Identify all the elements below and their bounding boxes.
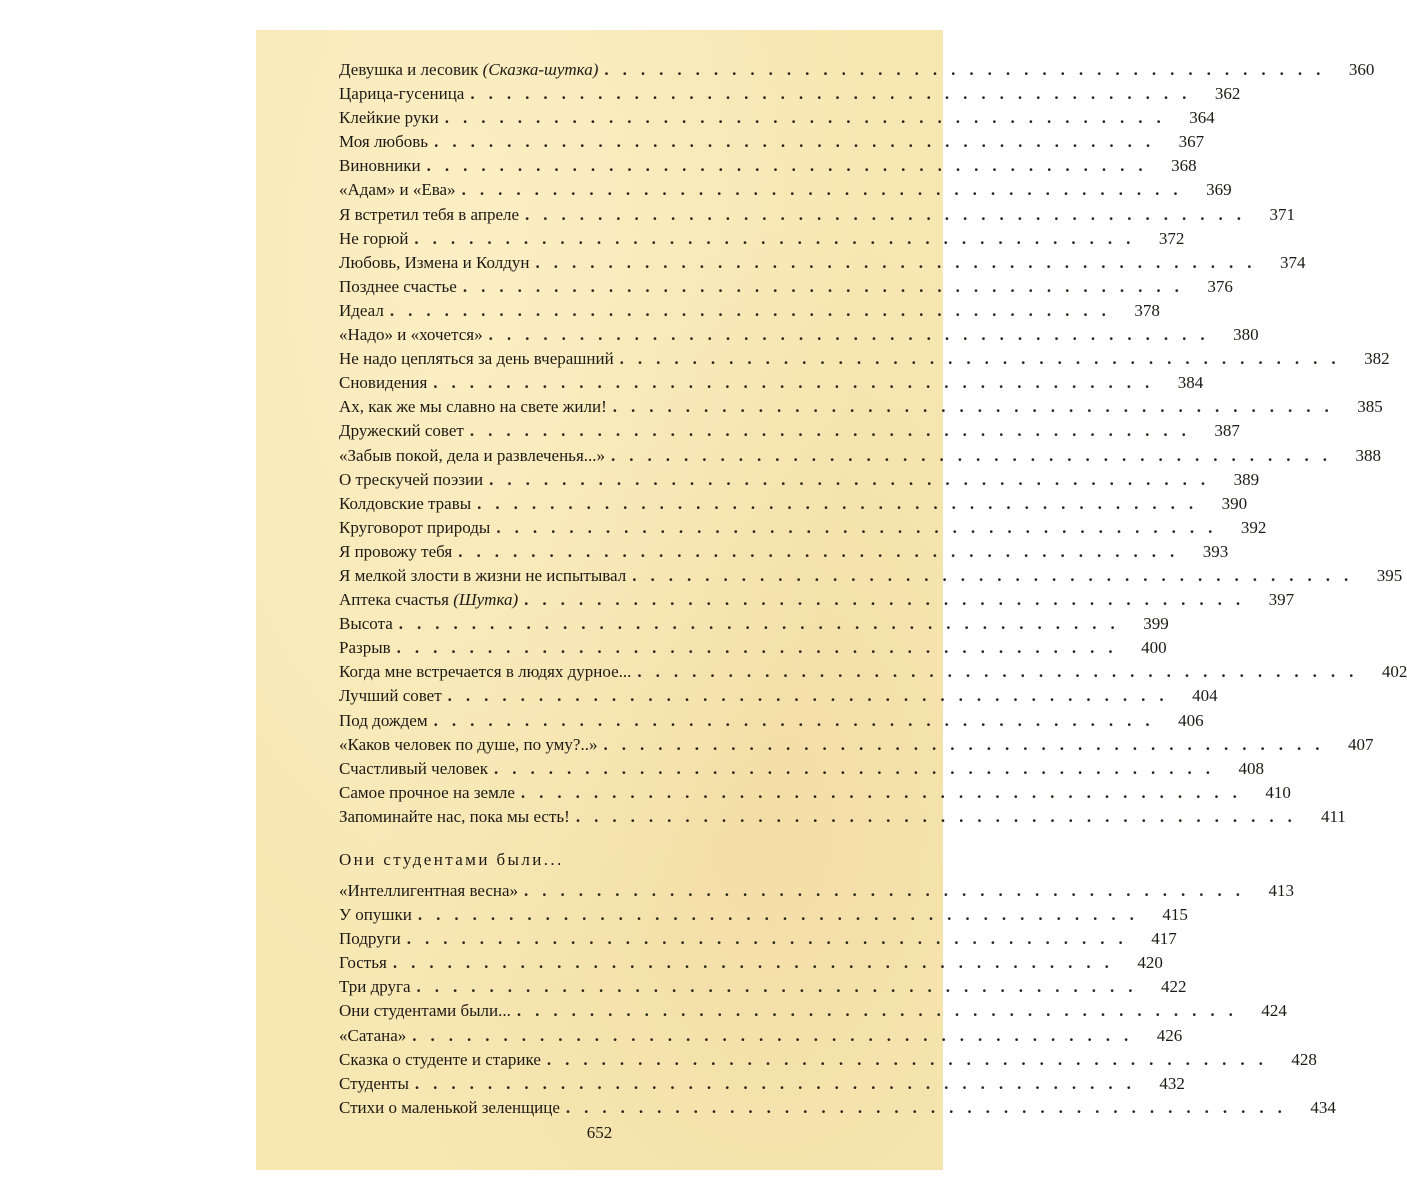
toc-entry-page: 362 — [1214, 84, 1241, 104]
dot-leader: ........................................ — [516, 1001, 1247, 1021]
toc-entry-title — [339, 1050, 547, 1070]
dot-leader: ........................................ — [524, 881, 1255, 900]
toc-entry-title-text: Идеал — [339, 300, 384, 320]
toc-entry-page: 399 — [1143, 614, 1169, 634]
toc-entry-page: 390 — [1221, 493, 1248, 513]
toc-entry-page: 426 — [1156, 1025, 1183, 1045]
toc-entry-title-text: Когда мне встречается в людях дурное... — [339, 662, 632, 682]
toc-entry-page: 402 — [1381, 662, 1407, 682]
toc-entry-title — [339, 229, 414, 249]
toc-entry-title — [339, 205, 525, 225]
toc-entry-title — [339, 277, 463, 297]
toc-entry-title — [339, 1001, 517, 1021]
toc-entry-title — [339, 953, 393, 973]
table-of-contents — [339, 60, 1407, 1122]
toc-entry — [339, 228, 1185, 253]
toc-entry — [339, 686, 1218, 710]
toc-entry-title — [339, 590, 524, 610]
toc-entry — [339, 349, 1390, 373]
toc-entry — [339, 953, 1163, 977]
toc-entry — [339, 421, 1240, 445]
toc-entry-title — [339, 881, 524, 901]
toc-entry-title — [339, 905, 418, 925]
toc-entry-page: 408 — [1238, 758, 1264, 778]
dot-leader: ........................................ — [462, 276, 1193, 296]
toc-entry — [339, 541, 1229, 566]
toc-entry-title-text: Позднее счастье — [339, 276, 457, 296]
toc-entry — [339, 108, 1215, 132]
toc-entry-title — [339, 929, 407, 949]
section-heading: Они студентами были... — [339, 850, 564, 869]
toc-entry-page: 372 — [1158, 228, 1185, 248]
toc-entry-page: 364 — [1189, 108, 1215, 128]
toc-entry — [339, 1001, 1287, 1025]
toc-entry-title — [339, 421, 470, 441]
toc-entry — [339, 881, 1295, 905]
toc-entry-page: 378 — [1134, 300, 1160, 320]
toc-entry-title-text: «Интеллигентная весна» — [339, 881, 519, 900]
toc-entry-title-text: Дружеский совет — [339, 421, 464, 441]
toc-entry-title-text: У опушки — [339, 905, 412, 925]
toc-entry-title — [339, 638, 397, 658]
toc-entry-title — [339, 373, 433, 393]
toc-entry-title-text: Три друга — [339, 977, 411, 997]
toc-entry-title — [339, 84, 470, 104]
dot-leader: ........................................ — [416, 977, 1147, 997]
toc-entry-title — [339, 494, 477, 514]
toc-entry — [339, 276, 1233, 301]
dot-leader: ........................................ — [546, 1049, 1277, 1069]
toc-entry-page: 395 — [1376, 565, 1403, 585]
toc-entry-title-text: Я мелкой злости в жизни не испытывал — [339, 565, 627, 585]
toc-entry-title — [339, 446, 611, 466]
toc-entry-title — [339, 132, 434, 152]
toc-entry-title — [339, 470, 489, 490]
toc-entry-title-text: Гостья — [339, 953, 387, 973]
dot-leader: ........................................ — [488, 325, 1219, 345]
dot-leader: ........................................ — [414, 1073, 1145, 1093]
toc-entry — [339, 590, 1295, 614]
dot-leader: ........................................ — [434, 132, 1165, 152]
toc-list — [339, 60, 1407, 831]
toc-entry-page: 417 — [1151, 929, 1177, 949]
toc-entry-title-text: Аптека счастья — [339, 590, 449, 610]
toc-entry-page: 406 — [1178, 710, 1204, 730]
toc-entry-title — [339, 614, 399, 634]
dot-leader: ........................................ — [392, 953, 1123, 973]
dot-leader: ........................................ — [426, 156, 1157, 176]
toc-entry-title-text: Я провожу тебя — [339, 541, 453, 561]
dot-leader: ........................................ — [632, 565, 1363, 585]
toc-entry-title — [339, 349, 620, 369]
dot-leader: ........................................ — [611, 445, 1342, 465]
dot-leader: ........................................ — [469, 421, 1200, 441]
toc-entry-title — [339, 60, 604, 80]
toc-entry-title-text: Разрыв — [339, 638, 391, 658]
toc-entry-page: 384 — [1177, 373, 1204, 393]
toc-entry-page: 424 — [1261, 1001, 1287, 1021]
toc-entry-title-text: «Надо» и «хочется» — [339, 325, 483, 345]
toc-entry-title-text: Самое прочное на земле — [339, 782, 515, 802]
toc-entry-title — [339, 783, 521, 803]
toc-entry-subtitle: (Сказка-шутка) — [482, 60, 599, 79]
toc-entry — [339, 662, 1407, 686]
toc-entry-page: 367 — [1178, 132, 1205, 152]
dot-leader: ........................................ — [524, 590, 1255, 610]
toc-entry-title-text: Под дождем — [339, 710, 428, 730]
toc-entry-title-text: Лучший совет — [339, 686, 442, 706]
toc-entry-page: 422 — [1161, 977, 1187, 997]
toc-entry — [339, 493, 1248, 518]
toc-entry-page: 415 — [1162, 905, 1188, 925]
toc-entry-title-text: Не горюй — [339, 228, 409, 248]
toc-entry-page: 400 — [1141, 638, 1167, 658]
toc-entry — [339, 929, 1177, 953]
dot-leader: ........................................ — [637, 662, 1368, 682]
toc-entry-title — [339, 686, 448, 706]
toc-entry-page: 428 — [1291, 1049, 1317, 1069]
dot-leader: ........................................ — [612, 397, 1343, 417]
dot-leader: ........................................ — [458, 541, 1189, 561]
toc-entry-title-text: «Сатана» — [339, 1025, 407, 1045]
toc-entry — [339, 469, 1260, 494]
toc-entry-page: 382 — [1364, 349, 1390, 369]
dot-leader: ........................................ — [619, 349, 1350, 369]
toc-entry — [339, 1073, 1185, 1098]
dot-leader: ........................................ — [565, 1097, 1296, 1117]
toc-entry-title-text: «Адам» и «Ева» — [339, 180, 456, 200]
toc-entry — [339, 710, 1204, 735]
dot-leader: ........................................ — [493, 758, 1224, 778]
toc-entry-title-text: Клейкие руки — [339, 108, 439, 128]
toc-entry-page: 387 — [1214, 421, 1240, 441]
dot-leader: ........................................ — [398, 614, 1129, 634]
book-page — [256, 30, 1407, 1170]
toc-entry — [339, 734, 1374, 759]
toc-entry-title-text: Любовь, Измена и Колдун — [339, 252, 530, 272]
toc-entry — [339, 156, 1197, 180]
toc-entry-page: 369 — [1206, 180, 1232, 200]
toc-entry — [339, 1025, 1183, 1050]
toc-entry-title-text: Сказка о студенте и старике — [339, 1049, 541, 1069]
toc-entry — [339, 1049, 1317, 1074]
toc-entry — [339, 252, 1306, 277]
toc-entry-title — [339, 807, 576, 827]
toc-entry — [339, 180, 1232, 204]
toc-entry-title-text: Виновники — [339, 156, 421, 176]
toc-entry-title-text: «Каков человек по душе, по уму?..» — [339, 734, 598, 754]
toc-entry — [339, 517, 1267, 542]
toc-entry-title-text: Они студентами были... — [339, 1001, 511, 1021]
toc-entry — [339, 1097, 1336, 1122]
dot-leader: ........................................ — [604, 60, 1335, 79]
toc-entry — [339, 397, 1383, 421]
toc-entry-page: 389 — [1233, 469, 1260, 489]
toc-entry-page: 368 — [1171, 156, 1197, 176]
toc-entry — [339, 445, 1382, 470]
toc-entry-title-text: О трескучей поэзии — [339, 469, 484, 489]
toc-entry-page: 385 — [1357, 397, 1383, 417]
toc-entry-title — [339, 518, 496, 538]
toc-entry-title — [339, 156, 427, 176]
toc-entry-title — [339, 325, 489, 345]
toc-entry-title-text: Царица-гусеница — [339, 84, 465, 104]
dot-leader: ........................................ — [477, 493, 1208, 513]
toc-entry-page: 434 — [1310, 1097, 1336, 1117]
toc-entry — [339, 782, 1291, 807]
toc-entry-title-text: Счастливый человек — [339, 758, 488, 778]
toc-entry-page: 371 — [1269, 204, 1296, 224]
toc-entry-title-text: Высота — [339, 614, 393, 634]
toc-entry-title — [339, 1098, 566, 1118]
toc-entry — [339, 132, 1205, 156]
page-number: 652 — [586, 1123, 613, 1142]
toc-entry-page: 411 — [1320, 806, 1346, 826]
toc-entry-page: 410 — [1265, 782, 1291, 802]
toc-entry-title-text: Студенты — [339, 1073, 409, 1093]
toc-list-students — [339, 881, 1336, 1122]
toc-entry-title-text: Я встретил тебя в апреле — [339, 204, 520, 224]
toc-entry-title-text: Сновидения — [339, 373, 428, 393]
toc-entry-title — [339, 1074, 415, 1094]
toc-entry-page: 380 — [1233, 325, 1259, 345]
dot-leader: ........................................ — [433, 710, 1164, 730]
toc-entry-title — [339, 542, 458, 562]
toc-entry-title — [339, 108, 445, 128]
toc-entry-title-text: Стихи о маленькой зеленщице — [339, 1097, 560, 1117]
toc-entry-page: 376 — [1207, 276, 1233, 296]
dot-leader: ........................................ — [417, 905, 1148, 925]
dot-leader: ........................................ — [414, 228, 1145, 248]
toc-entry-title — [339, 397, 613, 417]
toc-entry — [339, 565, 1403, 590]
dot-leader: ........................................ — [470, 84, 1201, 104]
dot-leader: ........................................ — [525, 204, 1256, 224]
toc-entry-page: 420 — [1137, 953, 1163, 973]
dot-leader: ........................................ — [447, 686, 1178, 706]
toc-entry-page: 397 — [1268, 590, 1295, 610]
toc-entry-title — [339, 301, 390, 321]
toc-entry-title-text: Девушка и лесовик — [339, 60, 479, 79]
toc-entry-page: 404 — [1192, 686, 1218, 706]
toc-entry-title — [339, 759, 494, 779]
toc-entry-page: 393 — [1202, 541, 1229, 561]
toc-entry-title-text: «Забыв покой, дела и развлеченья...» — [339, 445, 606, 465]
toc-entry-title-text: Подруги — [339, 929, 401, 949]
toc-entry-page: 360 — [1348, 60, 1375, 79]
toc-entry-title-text: Колдовские травы — [339, 493, 472, 513]
toc-entry — [339, 614, 1169, 638]
toc-entry-title — [339, 180, 462, 200]
toc-entry-subtitle: (Шутка) — [453, 590, 519, 610]
toc-entry — [339, 60, 1375, 84]
toc-entry-title — [339, 1026, 412, 1046]
toc-entry-title — [339, 566, 632, 586]
toc-entry-title-text: Круговорот природы — [339, 517, 491, 537]
toc-entry-page: 413 — [1268, 881, 1295, 900]
dot-leader: ........................................ — [412, 1025, 1143, 1045]
toc-entry-title-text: Ах, как же мы славно на свете жили! — [339, 397, 607, 417]
dot-leader: ........................................ — [433, 373, 1164, 393]
dot-leader: ........................................ — [489, 469, 1220, 489]
dot-leader: ........................................ — [520, 782, 1251, 802]
dot-leader: ........................................ — [496, 517, 1227, 537]
toc-entry-title — [339, 711, 434, 731]
toc-entry-page: 388 — [1355, 445, 1382, 465]
toc-entry — [339, 325, 1259, 349]
toc-entry-page: 392 — [1240, 517, 1267, 537]
toc-entry-page: 407 — [1347, 734, 1374, 754]
toc-entry-title — [339, 735, 603, 755]
toc-entry — [339, 905, 1188, 929]
toc-entry — [339, 300, 1160, 325]
toc-entry — [339, 758, 1264, 783]
dot-leader: ........................................ — [575, 806, 1306, 826]
toc-entry — [339, 806, 1346, 831]
dot-leader: ........................................ — [535, 252, 1266, 272]
dot-leader: ........................................ — [461, 180, 1192, 200]
toc-entry — [339, 638, 1167, 662]
toc-entry-page: 432 — [1159, 1073, 1185, 1093]
toc-entry — [339, 204, 1296, 229]
toc-entry-page: 374 — [1279, 252, 1306, 272]
toc-entry — [339, 84, 1241, 108]
dot-leader: ........................................ — [603, 734, 1334, 754]
dot-leader: ........................................ — [444, 108, 1175, 128]
toc-entry-title — [339, 662, 637, 682]
dot-leader: ........................................ — [389, 300, 1120, 320]
toc-entry-title-text: Запоминайте нас, пока мы есть! — [339, 806, 570, 826]
dot-leader: ........................................ — [406, 929, 1137, 949]
toc-entry-title — [339, 253, 535, 273]
toc-entry-title-text: Не надо цепляться за день вчерашний — [339, 349, 614, 369]
dot-leader: ........................................ — [396, 638, 1127, 658]
toc-entry — [339, 977, 1187, 1001]
toc-entry-title-text: Моя любовь — [339, 132, 429, 152]
toc-entry-title — [339, 977, 417, 997]
toc-entry — [339, 373, 1204, 397]
